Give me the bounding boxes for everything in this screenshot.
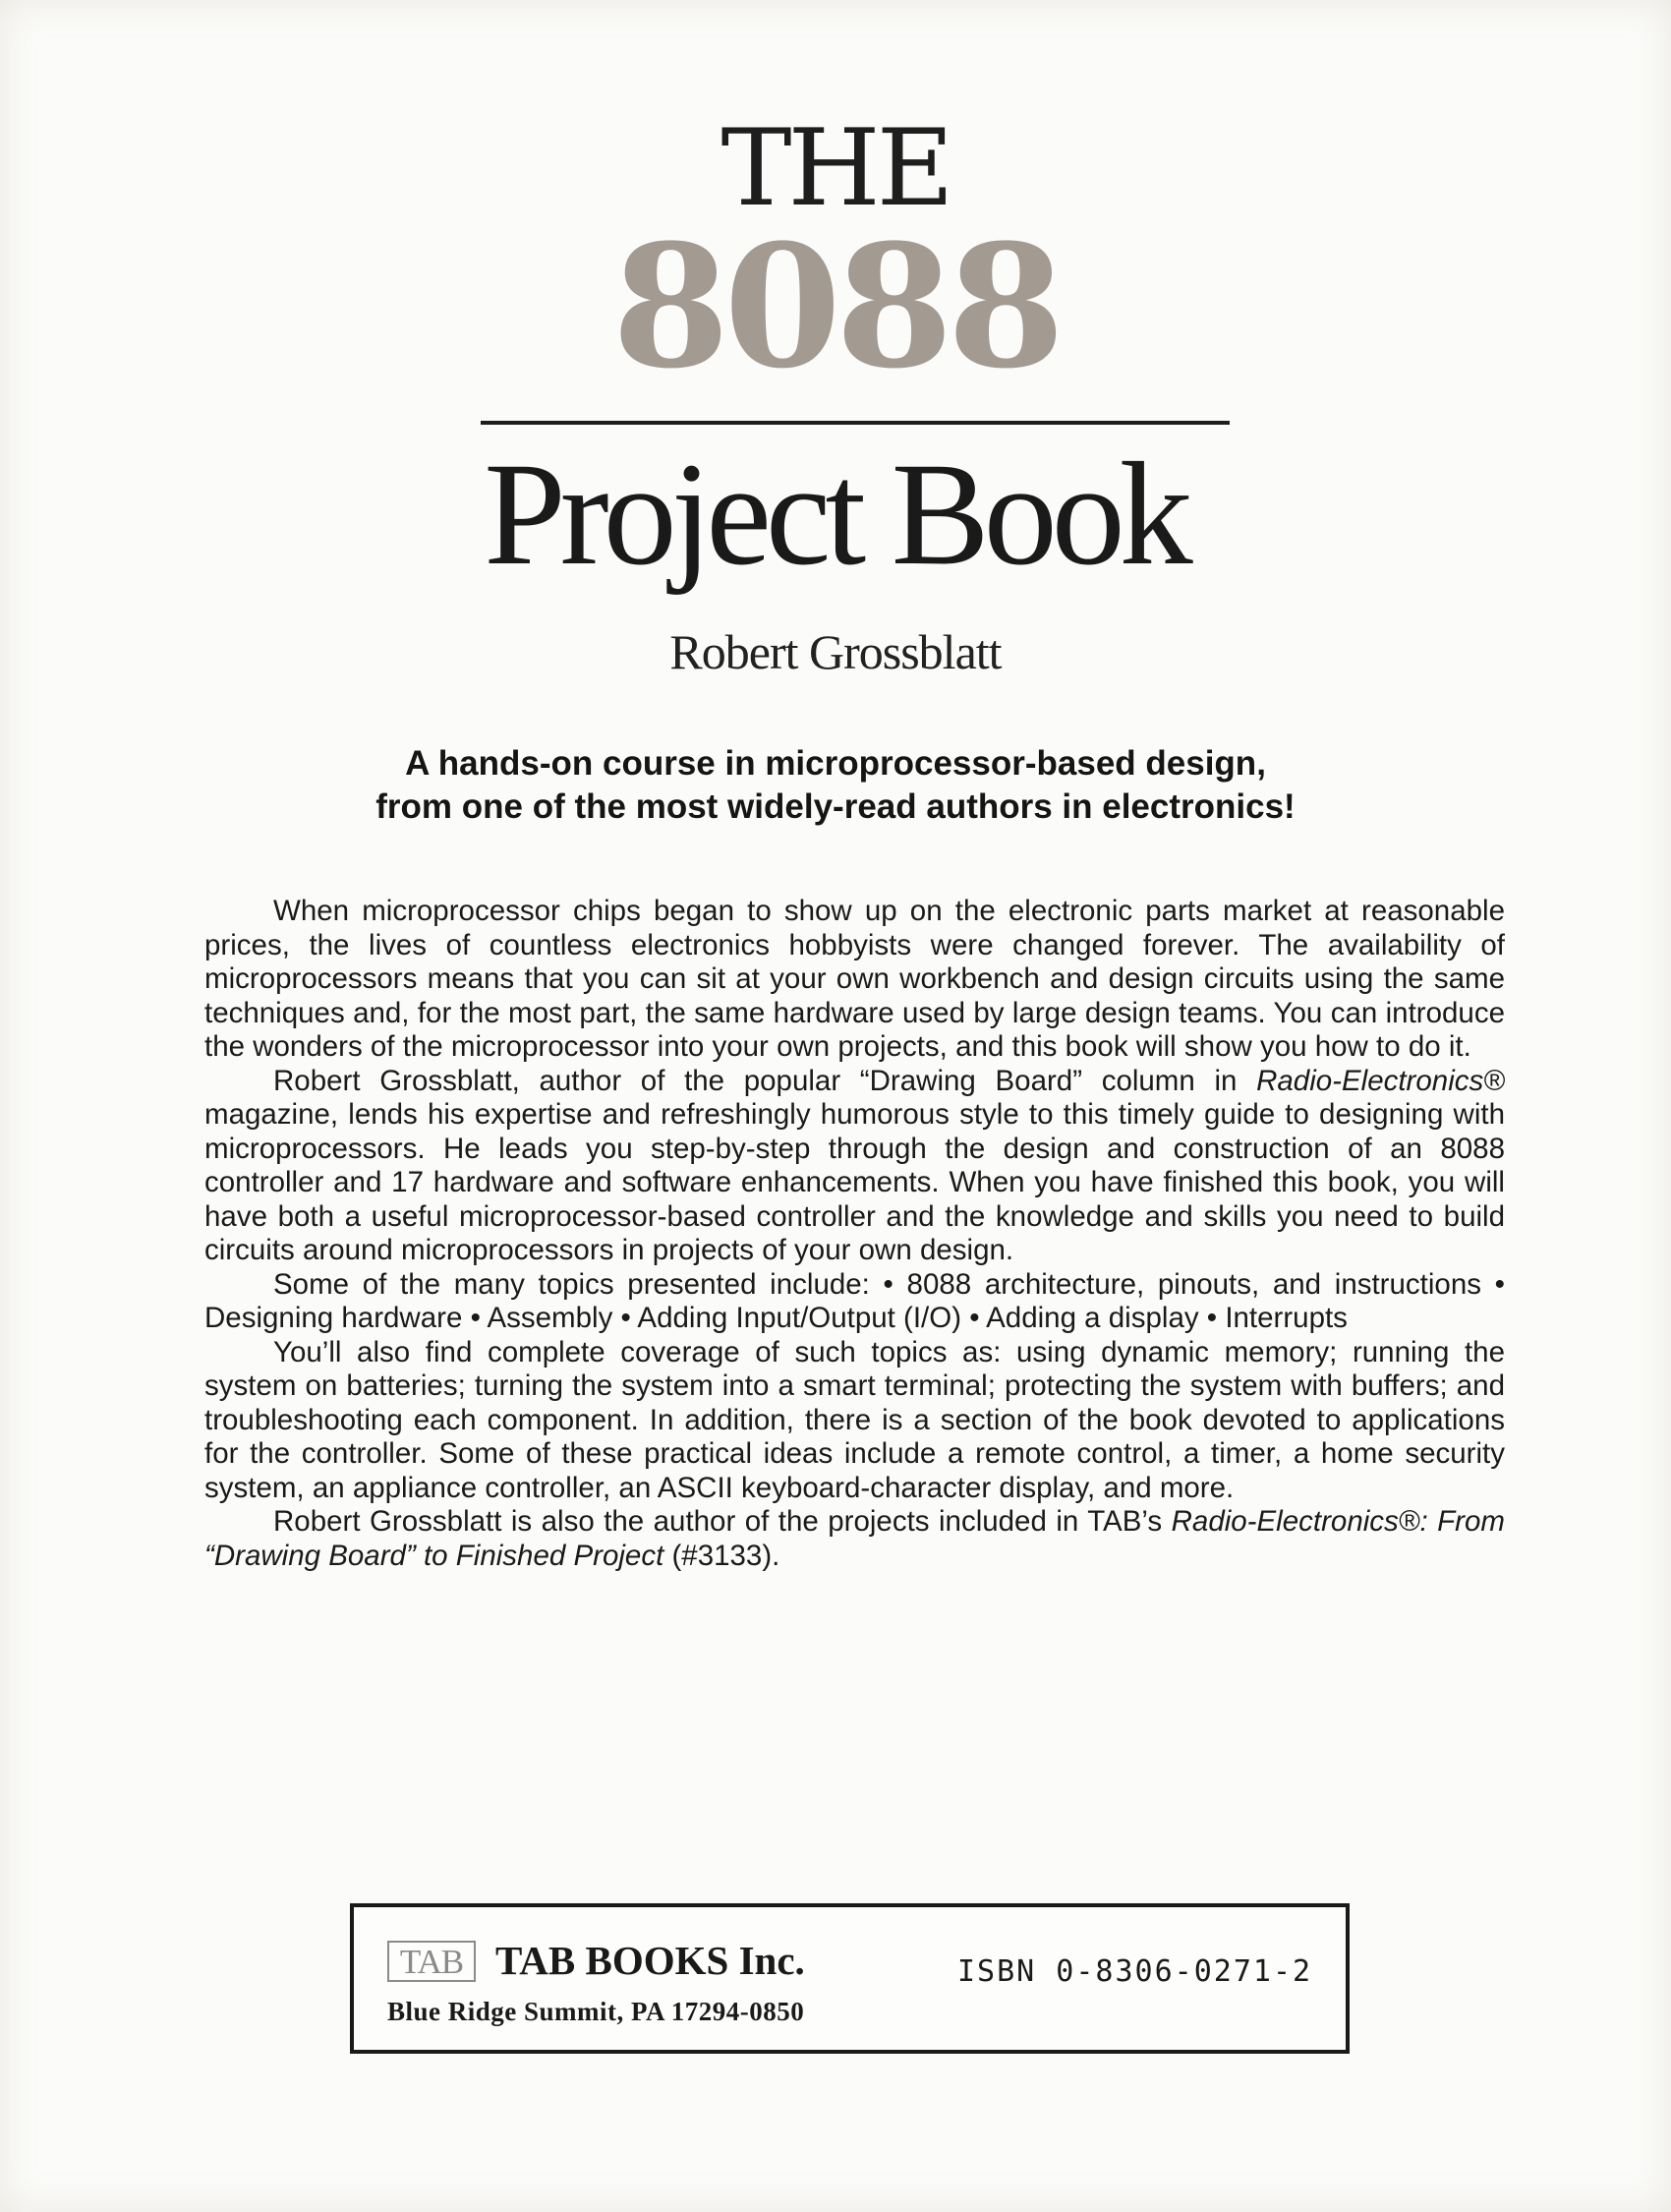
title-divider (481, 421, 1230, 425)
other-book-title: Radio-Electronics®: From “Drawing Board” to Finished Project (204, 1505, 1505, 1572)
tagline (0, 742, 1671, 829)
paragraph-other-works-text-1: Robert Grossblatt is also the author of the projects included in TAB’s (273, 1505, 1172, 1538)
title-the: THE (720, 107, 951, 230)
publisher-address: Blue Ridge Summit, PA 17294-0850 (387, 1997, 805, 2026)
paragraph-other-works-text-2: (#3133). (663, 1539, 780, 1572)
magazine-name: Radio-Electronics® (1256, 1064, 1505, 1097)
paragraph-author (204, 1065, 1505, 1268)
tagline-line-1: A hands-on course in microprocessor-based design, (405, 744, 1266, 783)
paragraph-coverage: You’ll also find complete coverage of such topics as: using dynamic memory; running the system on batteries; turning the system into a smart terminal; protecting the system with buffers; and troubleshooting each component. In addition, there is a section of the book devoted to applications for the controller. Some of these practical ideas include a remote control, a timer, a home security system, an appliance controller, an ASCII keyboard-character display, and more. (204, 1335, 1505, 1504)
tagline-line-2: from one of the most widely-read authors in electronics! (375, 787, 1296, 826)
paragraph-topics: Some of the many topics presented include: • 8088 architecture, pinouts, and instructions • Designing hardware • Assembly • Adding Input/Output (I/O) • Adding a display • Interrupts (204, 1267, 1505, 1334)
title-project-book: Project Book (484, 433, 1187, 596)
author-name: Robert Grossblatt (669, 624, 1002, 679)
paragraph-intro: When microprocessor chips began to show up on the electronic parts market at reasonable prices, the lives of countless electronics hobbyists were changed forever. The availability of microprocessors means that you can sit at your own workbench and design circuits using the same techniques and, for the most part, the same hardware used by large design teams. You can introduce the wonders of the microprocessor into your own projects, and this book will show you how to do it. (204, 895, 1505, 1063)
title-number: 8088 (611, 206, 1060, 406)
tab-logo: TAB (387, 1941, 476, 1982)
paragraph-other-works (204, 1505, 1505, 1573)
publisher-box (350, 1903, 1350, 2054)
description (204, 895, 1505, 1573)
publisher-name: TAB BOOKS Inc. (495, 1938, 805, 1983)
paragraph-author-text-2: magazine, lends his expertise and refreshingly humorous style to this timely guide to designing with microprocessors. He leads you step-by-step through the design and construction of an 8088 controller and 17 hardware and software enhancements. When you have finished this book, you will have both a useful microprocessor-based controller and the knowledge and skills you need to build circuits around microprocessors in projects of your own design. (204, 1098, 1505, 1266)
paragraph-author-text-1: Robert Grossblatt, author of the popular “Drawing Board” column in (273, 1064, 1257, 1097)
isbn: ISBN 0-8306-0271-2 (957, 1954, 1313, 1989)
